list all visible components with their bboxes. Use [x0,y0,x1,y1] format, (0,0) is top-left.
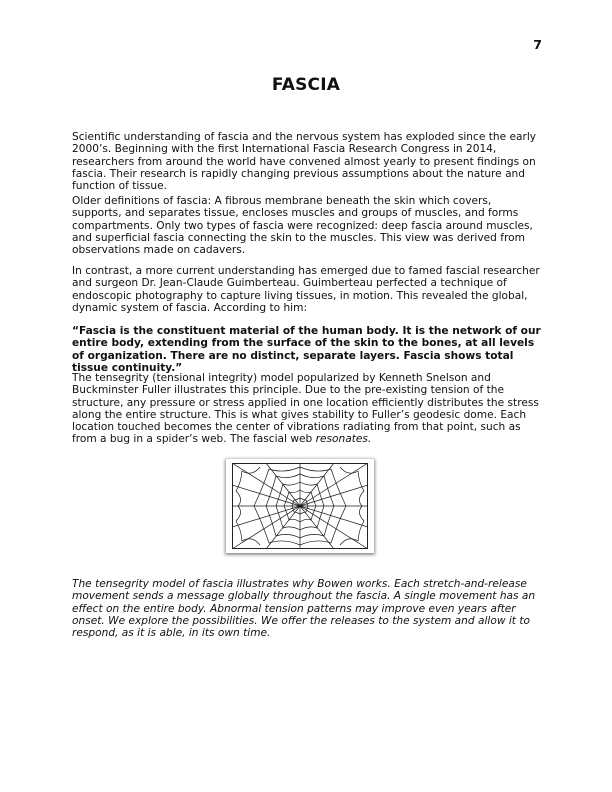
paragraph-intro: Scientific understanding of fascia and the nervous system has exploded since the early 2000’s. Beginning with the first International Fascia Research Congress in 2014, researchers from around the world have convened almost yearly to present findings on fascia. Their research is rapidly changing previous assumptions about the nature and function of tissue. [72,131,537,193]
tensegrity-text: The tensegrity (tensional integrity) model popularized by Kenneth Snelson and Buckminster Fuller illustrates this principle. Due to the pre-existing tension of the structure, any pressure or stress applied in one location efficiently distributes the stress along the entire structure. This is what gives stability to Fuller’s geodesic dome. Each location touched becomes the center of vibrations radiating from that point, such as from a bug in a spider’s web. The fascial web [72,372,539,446]
paragraph-older-definitions: Older definitions of fascia: A fibrous membrane beneath the skin which covers, supports, and separates tissue, encloses muscles and groups of muscles, and forms compartments. Only two types of fascia were recognized: deep fascia around muscles, and superficial fascia connecting the skin to the muscles. This view was derived from observations made on cadavers. [72,195,533,257]
paragraph-current-understanding: In contrast, a more current understanding has emerged due to famed fascial researcher and surgeon Dr. Jean-Claude Guimberteau. Guimberteau perfected a technique of endoscopic photography to capture living tissues, in motion. This revealed the global, dynamic system of fascia. According to him: [72,265,540,314]
paragraph-tensegrity [72,372,542,446]
figure-caption: The tensegrity model of fascia illustrates why Bowen works. Each stretch-and-release movement sends a message globally throughout the fascia. A single movement has an effect on the entire body. Abnormal tension patterns may improve even years after onset. We explore the possibilities. We offer the releases to the system and allow it to respond, as it is able, in its own time. [72,578,536,640]
resonates-emphasis: resonates. [315,433,372,446]
spider-web-figure [226,459,374,553]
page-number: 7 [533,37,542,52]
guimberteau-quote: “Fascia is the constituent material of the human body. It is the network of our entire body, extending from the surface of the skin to the bones, at all levels of organization. There are no distinct, separate layers. Fascia shows total tissue continuity.” [72,325,541,374]
page-title: FASCIA [271,75,341,95]
spider-web-icon [232,463,368,549]
